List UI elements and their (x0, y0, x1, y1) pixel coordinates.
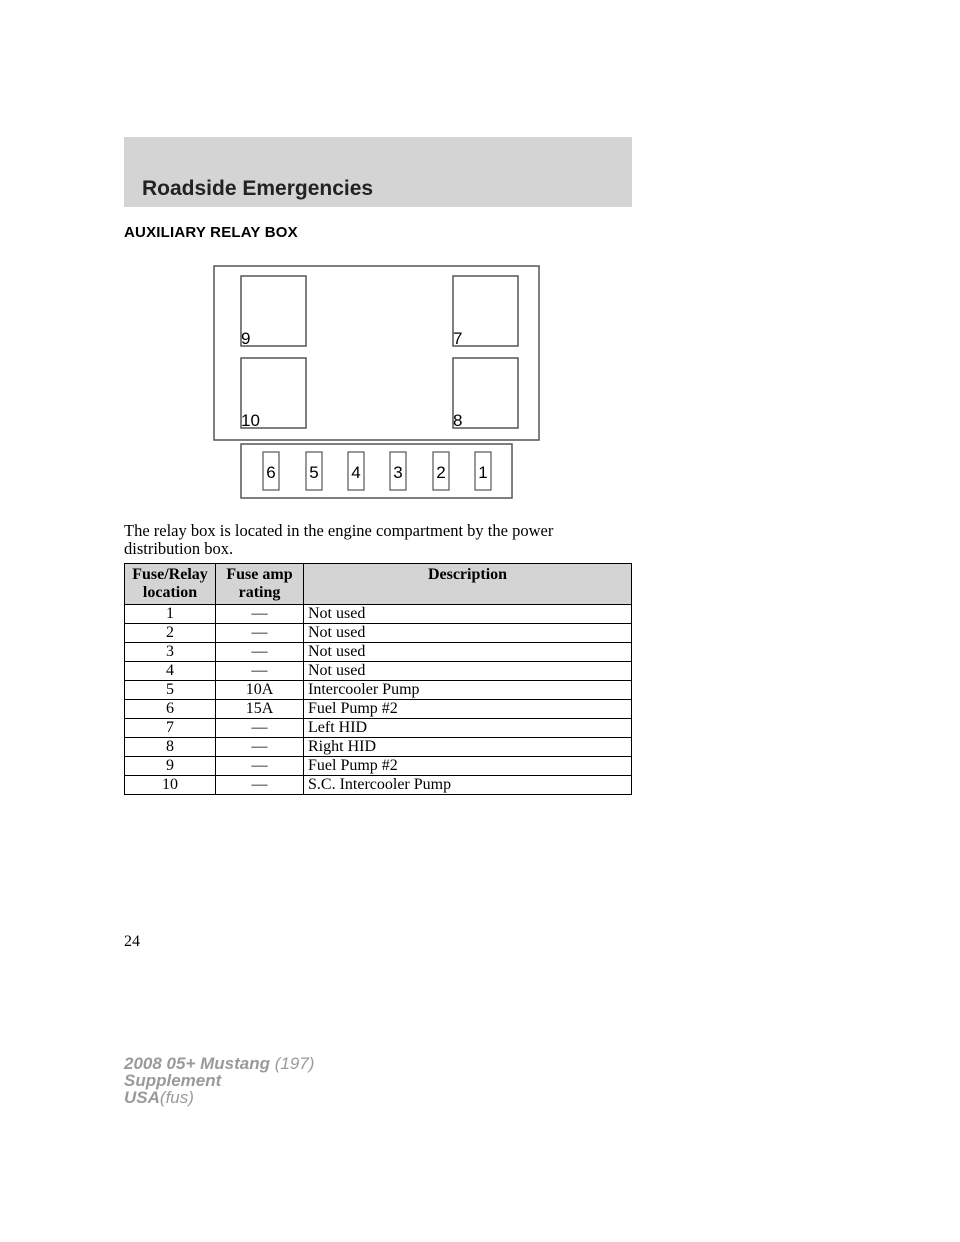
cell-rating: 10A (216, 681, 304, 700)
header-location-line1: Fuse/Relay (132, 566, 208, 583)
cell-location: 4 (125, 662, 216, 681)
cell-location: 10 (125, 776, 216, 795)
cell-location: 3 (125, 643, 216, 662)
cell-description: Fuel Pump #2 (304, 700, 632, 719)
footer-market: USA (124, 1088, 160, 1107)
section-header-title: Roadside Emergencies (142, 177, 374, 200)
cell-description: Right HID (304, 738, 632, 757)
cell-rating: — (216, 719, 304, 738)
header-rating-line1: Fuse amp (226, 566, 293, 583)
fuse-label-1: 1 (478, 463, 488, 482)
footer-model: 2008 05+ Mustang (124, 1054, 270, 1073)
relay-box-diagram (212, 264, 542, 500)
relay-label-10: 10 (241, 411, 260, 430)
cell-rating: — (216, 624, 304, 643)
fuse-label-4: 4 (351, 463, 361, 482)
section-heading: AUXILIARY RELAY BOX (124, 224, 298, 241)
relay-box-location-text: The relay box is located in the engine compartment by the power distribution box. (124, 521, 554, 558)
cell-location: 6 (125, 700, 216, 719)
section-header-band (124, 137, 632, 207)
footer-page-code: (197) (274, 1054, 315, 1073)
cell-location: 8 (125, 738, 216, 757)
cell-rating: — (216, 738, 304, 757)
header-location (125, 564, 216, 605)
cell-rating: — (216, 605, 304, 624)
footer-line-3 (124, 1089, 314, 1106)
fuse-relay-table (124, 563, 632, 795)
footer-line-2: Supplement (124, 1071, 222, 1090)
footer-line-1 (124, 1055, 314, 1072)
cell-location: 9 (125, 757, 216, 776)
header-rating (216, 564, 304, 605)
header-rating-line2: rating (238, 584, 281, 601)
fuse-label-5: 5 (309, 463, 319, 482)
cell-rating: 15A (216, 700, 304, 719)
document-footer (124, 1055, 314, 1106)
cell-location: 7 (125, 719, 216, 738)
table-row (125, 776, 632, 795)
relay-7 (453, 276, 518, 346)
cell-description: Not used (304, 662, 632, 681)
cell-rating: — (216, 776, 304, 795)
fuse-label-3: 3 (393, 463, 403, 482)
table-row (125, 738, 632, 757)
relay-8 (453, 358, 518, 428)
cell-rating: — (216, 643, 304, 662)
cell-rating: — (216, 757, 304, 776)
cell-description: Not used (304, 624, 632, 643)
cell-description: S.C. Intercooler Pump (304, 776, 632, 795)
cell-location: 5 (125, 681, 216, 700)
cell-rating: — (216, 662, 304, 681)
cell-location: 2 (125, 624, 216, 643)
relay-label-7: 7 (453, 329, 463, 348)
header-location-line2: location (142, 584, 198, 601)
table-row (125, 662, 632, 681)
table-row (125, 700, 632, 719)
fuse-label-2: 2 (436, 463, 446, 482)
cell-description: Not used (304, 605, 632, 624)
table-row (125, 605, 632, 624)
cell-location: 1 (125, 605, 216, 624)
relay-label-9: 9 (241, 329, 251, 348)
cell-description: Not used (304, 643, 632, 662)
fuse-label-6: 6 (266, 463, 276, 482)
cell-description: Left HID (304, 719, 632, 738)
cell-description: Intercooler Pump (304, 681, 632, 700)
header-description: Description (304, 564, 632, 605)
table-row (125, 757, 632, 776)
cell-description: Fuel Pump #2 (304, 757, 632, 776)
fuse-strip (241, 444, 512, 498)
page-number: 24 (124, 933, 140, 950)
relay-label-8: 8 (453, 411, 463, 430)
relay-9 (241, 276, 306, 346)
table-row (125, 624, 632, 643)
table-header-row (125, 564, 632, 605)
table-row (125, 681, 632, 700)
table-row (125, 719, 632, 738)
table-row (125, 643, 632, 662)
footer-market-code: (fus) (159, 1088, 194, 1107)
